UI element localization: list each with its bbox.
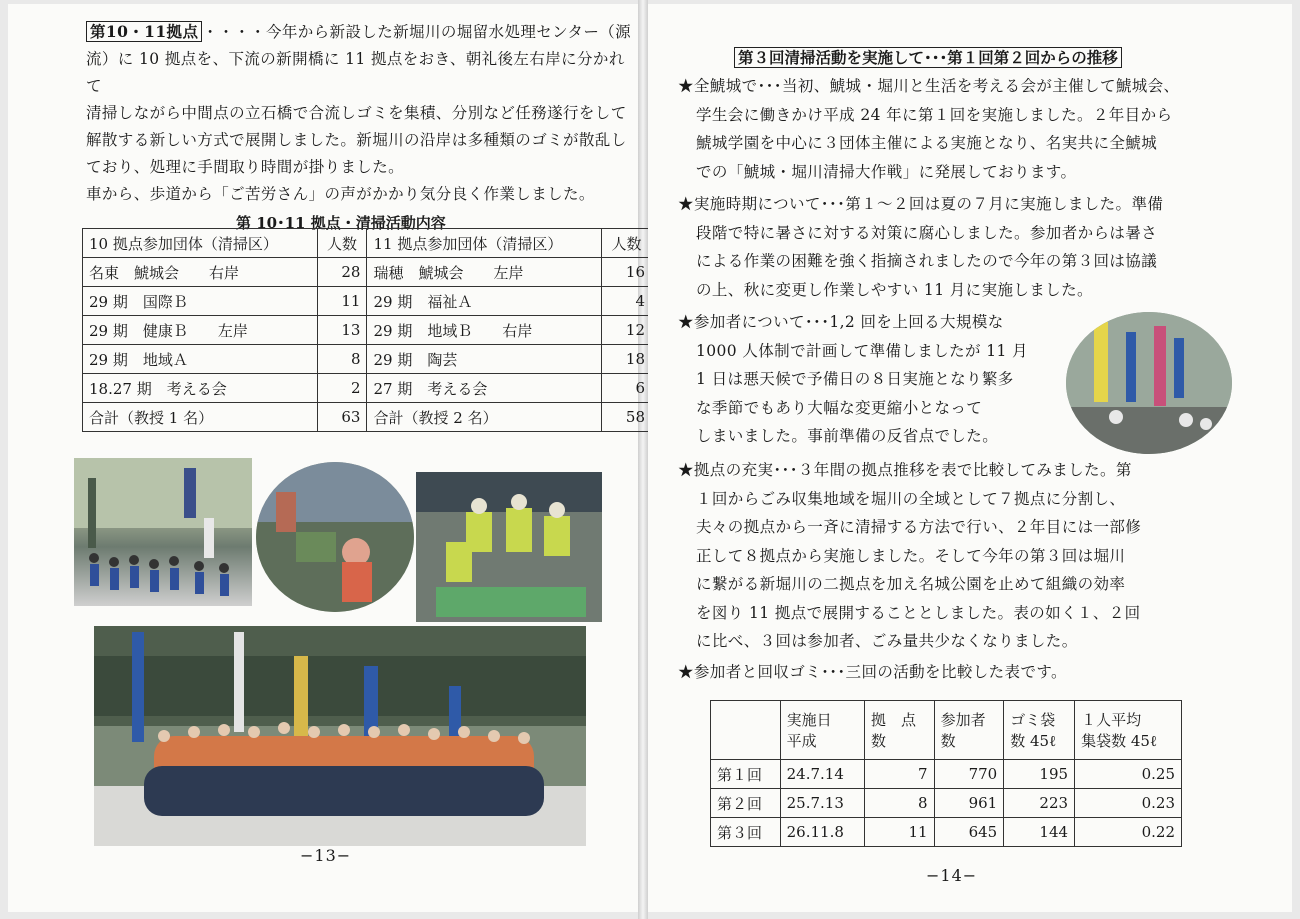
photo-scene	[94, 626, 586, 846]
section-line: 学生会に働きかけ平成 24 年に第１回を実施しました。２年目から	[696, 105, 1173, 124]
section-line: 段階で特に暑さに対する対策に腐心しました。参加者からは暑さ	[696, 223, 1158, 242]
table-caption: 第 10･11 拠点・清掃活動内容	[236, 214, 446, 232]
table-row	[711, 789, 1182, 818]
group-name: 29 期 健康Ｂ	[89, 321, 188, 340]
section-line: に比べ、３回は参加者、ごみ量共少なくなりました。	[696, 632, 1078, 650]
intro-line: 解散する新しい方式で展開しました。新堀川の沿岸は多種類のゴミが散乱し	[86, 131, 627, 149]
section-comparison	[678, 658, 1278, 687]
header-cell: 10 拠点参加団体（清掃区）	[83, 229, 318, 258]
sites-cell: 11	[864, 818, 934, 847]
header-line: 集袋数 45ℓ	[1081, 732, 1158, 750]
total-label-cell: 合計（教授 2 名）	[367, 403, 602, 432]
group-cell: 29 期 陶芸	[367, 345, 602, 374]
people-cell: 770	[934, 760, 1004, 789]
bank-side: 右岸	[502, 321, 533, 340]
group-cell: 27 期 考える会	[367, 374, 602, 403]
section-line: ★拠点の充実･･･３年間の拠点推移を表で比較してみました。第	[678, 461, 1132, 479]
group-cell	[367, 258, 602, 287]
section-line: １回からごみ収集地域を堀川の全域として７拠点に分割し、	[696, 489, 1126, 508]
row-label: 第３回	[711, 818, 781, 847]
avg-cell: 0.22	[1075, 818, 1182, 847]
table-header-row	[711, 701, 1182, 760]
bank-side: 左岸	[493, 263, 524, 282]
total-label-cell: 合計（教授 1 名）	[83, 403, 318, 432]
section-line: での「鯱城・堀川清掃大作戦」に発展しております。	[696, 162, 1077, 181]
table-row	[83, 258, 652, 287]
table-row	[83, 316, 652, 345]
header-line: 拠 点	[870, 711, 916, 729]
header-line: １人平均	[1081, 711, 1142, 729]
intro-line: ており、処理に手間取り時間が掛りました。	[86, 158, 405, 176]
section-line: 鯱城学園を中心に３団体主催による実施となり、名実共に全鯱城	[696, 134, 1158, 152]
header-cell	[1004, 701, 1075, 760]
corner-cell	[711, 701, 781, 760]
header-cell	[864, 701, 934, 760]
group-name: 29 期 地域Ｂ	[373, 321, 473, 340]
photo-scene	[74, 458, 252, 606]
row-label: 第２回	[711, 789, 781, 818]
section-participants	[678, 308, 1098, 451]
left-page	[8, 4, 645, 912]
header-cell: 人数	[317, 229, 367, 258]
group-name: 名東 鯱城会	[89, 263, 180, 282]
section-line: ★実施時期について･･･第１～２回は夏の７月に実施しました。準備	[678, 195, 1164, 213]
section-line: ★参加者と回収ゴミ･･･三回の活動を比較した表です。	[678, 663, 1067, 681]
photo-banners-circle	[1066, 312, 1232, 454]
count-cell: 28	[317, 258, 367, 287]
section-line: を図り 11 拠点で展開することとしました。表の如く１、２回	[696, 603, 1141, 622]
header-cell: 人数	[602, 229, 652, 258]
sites-participants-table	[82, 228, 652, 432]
book-gutter	[638, 0, 648, 919]
sites-cell: 7	[864, 760, 934, 789]
table-row	[711, 818, 1182, 847]
row-label: 第１回	[711, 760, 781, 789]
group-cell: 29 期 国際Ｂ	[83, 287, 318, 316]
intro-line: ・・・・今年から新設した新堀川の堀留水処理センター（源	[202, 23, 632, 41]
section-line: 正して８拠点から実施しました。そして今年の第３回は堀川	[696, 546, 1126, 565]
table-row	[711, 760, 1182, 789]
group-cell	[83, 258, 318, 287]
section-line: による作業の困難を強く指摘されましたので今年の第３回は協議	[696, 252, 1158, 270]
avg-cell: 0.25	[1075, 760, 1182, 789]
date-cell: 26.11.8	[780, 818, 864, 847]
section-sites	[678, 456, 1278, 656]
section-line: の上、秋に変更し作業しやすい 11 月に実施しました。	[696, 280, 1093, 299]
photo-scene	[1066, 312, 1232, 454]
bags-cell: 144	[1004, 818, 1075, 847]
intro-line: 清掃しながら中間点の立石橋で合流しゴミを集積、分別など任務遂行をして	[86, 104, 627, 122]
photo-volunteers-collecting	[416, 472, 602, 622]
photo-group	[94, 626, 586, 846]
photo-scene	[416, 472, 602, 622]
photo-scene	[256, 462, 414, 612]
header-cell	[780, 701, 864, 760]
page-number: −14−	[926, 866, 978, 885]
section-line: な季節でもあり大幅な変更縮小となって	[696, 398, 983, 417]
table-header-row	[83, 229, 652, 258]
header-cell: 11 拠点参加団体（清掃区）	[367, 229, 602, 258]
table-row	[83, 374, 652, 403]
section-heading-label: 第10・11拠点	[86, 21, 202, 42]
sites-cell: 8	[864, 789, 934, 818]
header-line: ゴミ袋	[1010, 711, 1056, 729]
count-cell: 13	[317, 316, 367, 345]
section-line: 1 日は悪天候で予備日の８日実施となり繁多	[696, 370, 1014, 388]
count-cell: 8	[317, 345, 367, 374]
comparison-table	[710, 700, 1182, 847]
section-line: ★参加者について･･･1,2 回を上回る大規模な	[678, 313, 1004, 331]
group-cell	[367, 316, 602, 345]
people-cell: 645	[934, 818, 1004, 847]
date-cell: 24.7.14	[780, 760, 864, 789]
section-line: しまいました。事前準備の反省点でした。	[696, 427, 999, 445]
page-number: −13−	[300, 846, 352, 865]
bank-side: 左岸	[217, 321, 248, 340]
count-cell: 16	[602, 258, 652, 287]
header-line: 平成	[786, 732, 817, 750]
header-cell	[1075, 701, 1182, 760]
group-cell: 29 期 福祉Ａ	[367, 287, 602, 316]
section-line: に繋がる新堀川の二拠点を加え名城公園を止めて組織の効率	[696, 575, 1126, 593]
total-count-cell: 58	[602, 403, 652, 432]
people-cell: 961	[934, 789, 1004, 818]
group-name: 瑞穂 鯱城会	[373, 263, 464, 282]
section-line: 1000 人体制で計画して準備しましたが 11 月	[696, 341, 1028, 360]
table-row	[83, 345, 652, 374]
section-all-shajo	[678, 72, 1278, 186]
intro-line: 流）に 10 拠点を、下流の新開橋に 11 拠点をおき、朝礼後左右岸に分かれて	[86, 50, 625, 95]
section-timing	[678, 190, 1278, 304]
total-count-cell: 63	[317, 403, 367, 432]
group-cell	[83, 316, 318, 345]
article-title	[734, 46, 1122, 68]
header-line: 参加者	[940, 711, 986, 729]
photo-volunteers-street	[74, 458, 252, 606]
section-line: 夫々の拠点から一斉に清掃する方法で行い、２年目には一部修	[696, 518, 1142, 536]
count-cell: 12	[602, 316, 652, 345]
section-line: ★全鯱城で･･･当初、鯱城・堀川と生活を考える会が主催して鯱城会、	[678, 77, 1180, 95]
count-cell: 4	[602, 287, 652, 316]
date-cell: 25.7.13	[780, 789, 864, 818]
avg-cell: 0.23	[1075, 789, 1182, 818]
header-line: 数 45ℓ	[1010, 732, 1057, 750]
count-cell: 11	[317, 287, 367, 316]
header-line: 数	[870, 732, 886, 750]
bags-cell: 195	[1004, 760, 1075, 789]
intro-paragraph	[86, 18, 636, 208]
header-cell	[934, 701, 1004, 760]
article-title-text: 第３回清掃活動を実施して･･･第１回第２回からの推移	[734, 47, 1122, 68]
bags-cell: 223	[1004, 789, 1075, 818]
group-cell: 18.27 期 考える会	[83, 374, 318, 403]
table-row	[83, 287, 652, 316]
count-cell: 6	[602, 374, 652, 403]
count-cell: 18	[602, 345, 652, 374]
bank-side: 右岸	[209, 263, 240, 282]
right-page	[648, 4, 1292, 912]
intro-line: 車から、歩道から「ご苦労さん」の声がかかり気分良く作業しました。	[86, 185, 595, 203]
table-total-row	[83, 403, 652, 432]
header-line: 実施日	[786, 711, 832, 729]
photo-volunteers-circle	[256, 462, 414, 612]
count-cell: 2	[317, 374, 367, 403]
header-line: 数	[940, 732, 956, 750]
group-cell: 29 期 地域Ａ	[83, 345, 318, 374]
